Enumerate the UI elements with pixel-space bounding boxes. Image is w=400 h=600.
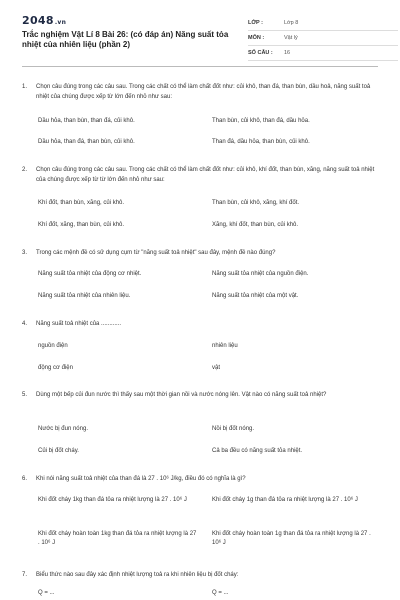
question-1 (22, 82, 378, 106)
answer-option[interactable]: Xăng, khí đốt, than bùn, củi khô. (212, 222, 299, 228)
question-text: Khi nói năng suất toả nhiệt của than đá là 27 . 10⁶ J/kg, điều đó có nghĩa là gì? (36, 476, 246, 482)
meta-value: 16 (284, 50, 291, 56)
answer-option[interactable]: Nước bị đun nóng. (38, 426, 88, 432)
answer-option[interactable]: Q = ... (38, 590, 55, 596)
answer-option[interactable]: Q = ... (212, 590, 229, 596)
question-number: 1. (22, 84, 28, 90)
answer-option[interactable]: Năng suất tỏa nhiệt của nhiên liệu. (38, 293, 131, 299)
question-7 (22, 570, 378, 582)
question-text: Dùng một bếp củi đun nước thì thấy sau một thời gian nồi và nước nóng lên. Vật nào có năng suất toả nhiệt? (36, 392, 327, 398)
meta-label: MÔN : (248, 35, 265, 41)
answer-option[interactable]: Than bùn, củi khô, than đá, dầu hỏa. (212, 118, 310, 124)
answer-option[interactable]: Dầu hỏa, than bùn, than đá, củi khô. (38, 118, 135, 124)
logo: 2048.vn (22, 14, 67, 27)
answer-option[interactable]: Cả ba đều có năng suất tỏa nhiệt. (212, 448, 303, 454)
question-5 (22, 390, 378, 414)
meta-label: LỚP : (248, 20, 263, 26)
answer-option[interactable]: Năng suất tỏa nhiệt của nguồn điện. (212, 271, 309, 277)
meta-value: Vật lý (284, 35, 298, 41)
meta-row-subject (248, 31, 398, 46)
header (22, 14, 382, 58)
question-2 (22, 165, 378, 189)
document-title: Trắc nghiệm Vật Lí 8 Bài 26: (có đáp án) Năng suất tỏa nhiệt của nhiên liệu (phần 2) (22, 30, 229, 49)
answer-option[interactable]: Than bùn, củi khô, xăng, khí đốt. (212, 200, 300, 206)
answer-option[interactable]: Khi đốt cháy 1g than đá tỏa ra nhiệt lượng là 27 . 10⁶ J (212, 497, 358, 503)
question-text: Chọn câu đúng trong các câu sau. Trong các chất có thể làm chất đốt như: củi khô, khí đốt, than bùn, xăng, năng suất toả nhiệt của chúng được xếp từ từ lớn đến nhỏ như sau: (36, 167, 375, 183)
answer-option[interactable]: Khí đốt, xăng, than bùn, củi khô. (38, 222, 125, 228)
answer-option[interactable]: Khi đốt cháy hoàn toàn 1g than đá tỏa ra nhiệt lượng là 27 . 10⁶ J (212, 531, 371, 546)
answer-option[interactable]: vật (212, 365, 221, 371)
question-text: Chọn câu đúng trong các câu sau. Trong các chất có thể làm chất đốt như: củi khô, than đá, than bùn, dầu hoả, năng suất toả nhiệt của chúng được xếp từ lớn đến nhỏ như sau: (36, 84, 371, 100)
question-number: 2. (22, 167, 28, 173)
answer-option[interactable]: Khi đốt cháy 1kg than đá tỏa ra nhiệt lượng là 27 . 10⁶ J (38, 497, 187, 503)
question-number: 4. (22, 321, 28, 327)
question-number: 5. (22, 392, 28, 398)
answer-option[interactable]: Năng suất tỏa nhiệt của một vật. (212, 293, 299, 299)
answer-option[interactable]: nhiên liệu (212, 343, 238, 349)
answer-option[interactable]: Năng suất tỏa nhiệt của động cơ nhiệt. (38, 271, 142, 277)
question-3 (22, 248, 378, 260)
answer-option[interactable]: Củi bị đốt cháy. (38, 448, 79, 454)
question-text: Năng suất toả nhiệt của ............ (36, 321, 122, 327)
meta-row-class (248, 16, 398, 31)
question-4 (22, 319, 378, 331)
header-divider (22, 66, 378, 67)
answer-option[interactable]: động cơ điện (38, 365, 73, 371)
answer-option[interactable]: Nồi bị đốt nóng. (212, 426, 255, 432)
question-number: 6. (22, 476, 28, 482)
answer-option[interactable]: nguồn điện (38, 343, 68, 349)
meta-value: Lớp 8 (284, 20, 299, 26)
meta-table (248, 16, 398, 61)
question-text: Trong các mệnh đề có sử dụng cụm từ "năng suất toả nhiệt" sau đây, mệnh đề nào đúng? (36, 250, 276, 256)
answer-option[interactable]: Khí đốt, than bùn, xăng, củi khô. (38, 200, 125, 206)
meta-label: SỐ CÂU : (248, 50, 273, 56)
answer-option[interactable]: Khi đốt cháy hoàn toàn 1kg than đá tỏa ra nhiệt lượng là 27 . 10⁶ J (38, 531, 197, 546)
answer-option[interactable]: Than đá, dầu hỏa, than bùn, củi khô. (212, 139, 310, 145)
question-text: Biểu thức nào sau đây xác định nhiệt lượng toả ra khi nhiên liệu bị đốt cháy: (36, 572, 239, 578)
question-number: 7. (22, 572, 28, 578)
answer-option[interactable]: Dầu hỏa, than đá, than bùn, củi khô. (38, 139, 135, 145)
question-6 (22, 474, 378, 486)
question-number: 3. (22, 250, 28, 256)
meta-row-count (248, 46, 398, 61)
logo-suffix: .vn (54, 19, 67, 26)
